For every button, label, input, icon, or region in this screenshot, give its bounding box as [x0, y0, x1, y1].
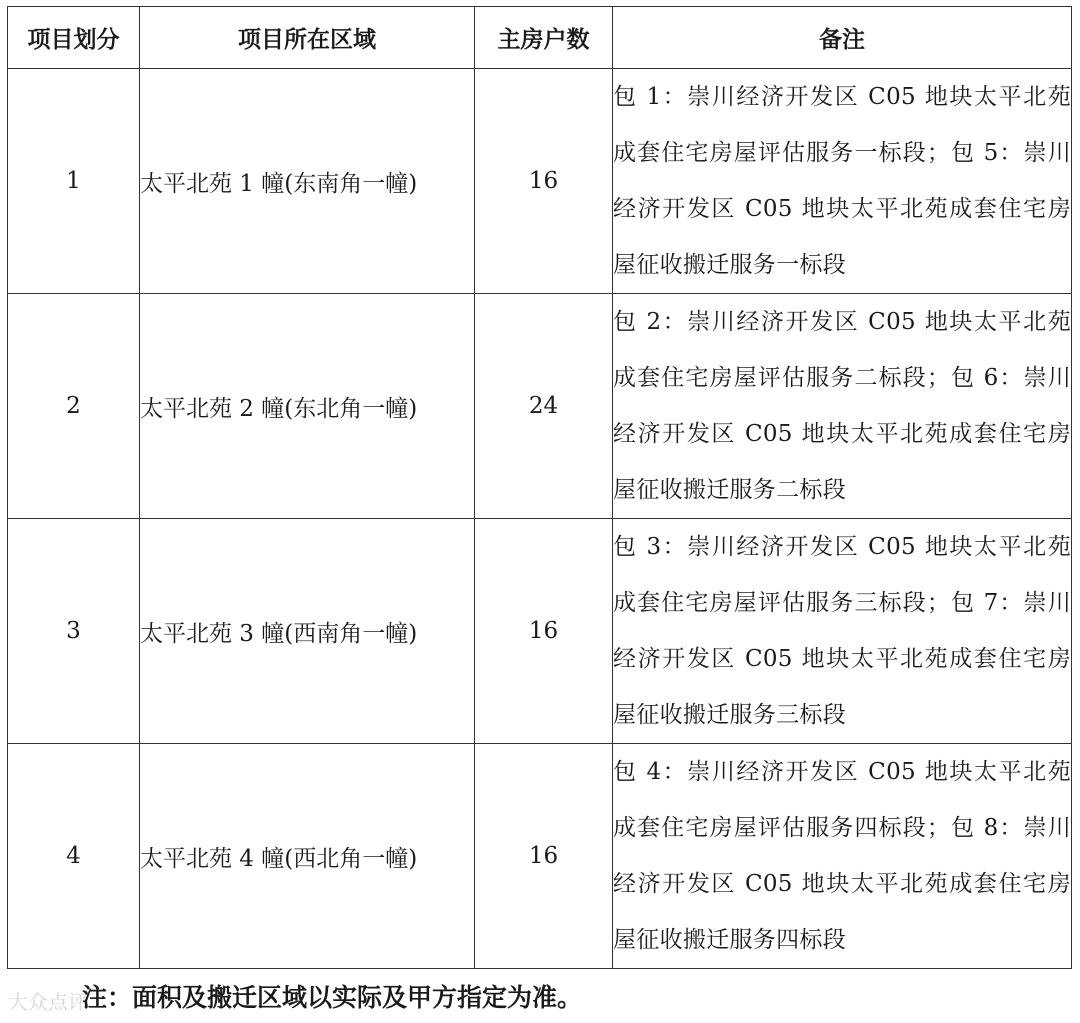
cell-project-no: 1	[8, 69, 140, 294]
cell-project-no: 3	[8, 519, 140, 744]
cell-project-area: 太平北苑 1 幢(东南角一幢)	[140, 69, 475, 294]
header-remarks: 备注	[613, 7, 1072, 69]
project-division-table	[7, 6, 1072, 969]
table-row	[8, 294, 1072, 519]
cell-project-area: 太平北苑 2 幢(东北角一幢)	[140, 294, 475, 519]
cell-household-count: 24	[475, 294, 613, 519]
cell-household-count: 16	[475, 744, 613, 969]
cell-household-count: 16	[475, 69, 613, 294]
footnote: 注：面积及搬迁区域以实际及甲方指定为准。	[82, 983, 583, 1012]
table-row	[8, 519, 1072, 744]
cell-remarks: 包 1：崇川经济开发区 C05 地块太平北苑成套住宅房屋评估服务一标段；包 5：崇川经济开发区 C05 地块太平北苑成套住宅房屋征收搬迁服务一标段	[613, 69, 1072, 294]
cell-project-area: 太平北苑 4 幢(西北角一幢)	[140, 744, 475, 969]
cell-household-count: 16	[475, 519, 613, 744]
cell-project-no: 2	[8, 294, 140, 519]
header-project-division: 项目划分	[8, 7, 140, 69]
header-project-area: 项目所在区域	[140, 7, 475, 69]
cell-remarks: 包 3：崇川经济开发区 C05 地块太平北苑成套住宅房屋评估服务三标段；包 7：崇川经济开发区 C05 地块太平北苑成套住宅房屋征收搬迁服务三标段	[613, 519, 1072, 744]
cell-project-area: 太平北苑 3 幢(西南角一幢)	[140, 519, 475, 744]
watermark-logo: 大众点评	[8, 990, 88, 1014]
cell-remarks: 包 2：崇川经济开发区 C05 地块太平北苑成套住宅房屋评估服务二标段；包 6：崇川经济开发区 C05 地块太平北苑成套住宅房屋征收搬迁服务二标段	[613, 294, 1072, 519]
table-row	[8, 69, 1072, 294]
cell-project-no: 4	[8, 744, 140, 969]
table-header-row	[8, 7, 1072, 69]
header-household-count: 主房户数	[475, 7, 613, 69]
cell-remarks: 包 4：崇川经济开发区 C05 地块太平北苑成套住宅房屋评估服务四标段；包 8：崇川经济开发区 C05 地块太平北苑成套住宅房屋征收搬迁服务四标段	[613, 744, 1072, 969]
table-row	[8, 744, 1072, 969]
